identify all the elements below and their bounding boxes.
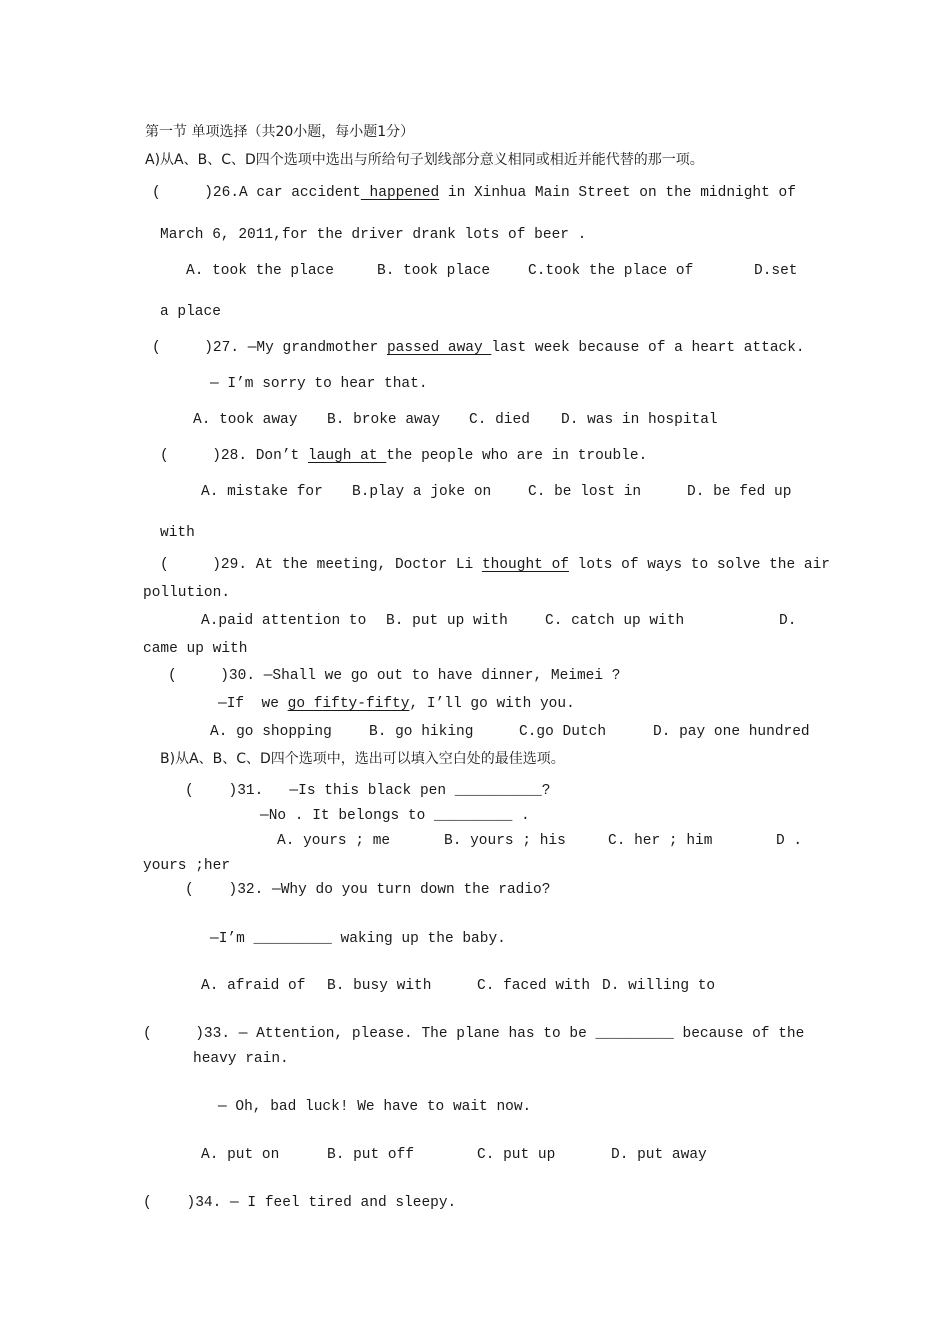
question-31-blank: __________ [454,783,542,799]
question-32-option-d: D. willing to [602,978,716,994]
question-28-option-b: B.play a joke on [352,484,492,500]
question-31-option-d: D . [776,833,803,849]
question-31-reply-start: —No . It belongs to [260,808,435,824]
question-30-option-a: A. go shopping [210,724,332,740]
question-33-option-c: C. put up [477,1147,556,1163]
question-30-reply-start: —If we [218,696,288,712]
question-31-reply-end: . [512,808,530,824]
question-28-option-a: A. mistake for [201,484,323,500]
question-26-option-d-wrap: a place [160,304,221,320]
question-28 [160,447,647,465]
question-28-option-d: D. be fed up [687,484,792,500]
question-29-line2: pollution. [143,585,231,601]
question-26-option-a: A. took the place [186,263,334,279]
section-heading: 第一节 单项选择（共20小题，每小题1分） [145,124,415,140]
question-31-option-c: C. her ; him [608,833,713,849]
question-30-option-c: C.go Dutch [519,724,607,740]
question-31 [185,782,550,800]
question-29-option-b: B. put up with [386,613,508,629]
question-33-line2: heavy rain. [193,1051,289,1067]
question-28-option-c: C. be lost in [528,484,642,500]
question-26-option-b: B. took place [377,263,491,279]
part-a-instructions: A)从A、B、C、D四个选项中选出与所给句子划线部分意义相同或相近并能代替的那一项。 [145,152,704,168]
question-33-option-b: B. put off [327,1147,415,1163]
question-30-reply-end: , I’ll go with you. [409,696,575,712]
question-34: ( )34. — I feel tired and sleepy. [143,1195,457,1211]
question-26-option-c: C.took the place of [528,263,694,279]
question-27-option-a: A. took away [193,412,298,428]
question-30: ( )30. —Shall we go out to have dinner, Meimei ? [168,668,621,684]
question-27-stem: ( )27. —My grandmother [152,340,387,356]
question-27-underlined: passed away [386,340,492,356]
question-31-blank-2: _________ [434,808,513,824]
question-28-underlined: laugh at [307,448,387,464]
question-29 [160,556,830,574]
question-31-option-b: B. yours ; his [444,833,566,849]
question-27-option-d: D. was in hospital [561,412,718,428]
question-31-option-d-wrap: yours ;her [143,858,231,874]
question-33-reply: — Oh, bad luck! We have to wait now. [218,1099,532,1115]
question-32-option-c: C. faced with [477,978,591,994]
question-27-reply: — I’m sorry to hear that. [210,376,428,392]
question-29-option-a: A.paid attention to [201,613,367,629]
question-31-stem-end: ? [541,783,551,799]
question-33-option-a: A. put on [201,1147,280,1163]
question-29-stem: ( )29. At the meeting, Doctor Li [160,557,482,573]
question-29-stem-end: lots of ways to solve the air [568,557,831,573]
question-32-option-b: B. busy with [327,978,432,994]
question-26 [152,184,796,202]
question-30-option-b: B. go hiking [369,724,474,740]
question-26-stem: ( )26.A car accident [152,185,361,201]
question-26-stem-end: in Xinhua Main Street on the midnight of [439,185,796,201]
question-28-stem: ( )28. Don’t [160,448,308,464]
question-27-stem-end: last week because of a heart attack. [491,340,805,356]
question-32-option-a: A. afraid of [201,978,306,994]
question-31-reply [260,807,530,825]
question-32-reply: —I’m _________ waking up the baby. [210,931,506,947]
question-33: ( )33. — Attention, please. The plane has to be _________ because of the [143,1026,805,1042]
question-30-option-d: D. pay one hundred [653,724,810,740]
question-28-stem-end: the people who are in trouble. [386,448,648,464]
question-31-option-a: A. yours ; me [277,833,391,849]
question-26-underlined: happened [360,185,440,201]
question-27-option-c: C. died [469,412,530,428]
question-26-option-d: D.set [754,263,798,279]
question-29-option-d-wrap: came up with [143,641,248,657]
question-33-option-d: D. put away [611,1147,707,1163]
question-27 [152,339,805,357]
part-b-instructions: B)从A、B、C、D四个选项中，选出可以填入空白处的最佳选项。 [160,751,565,767]
question-30-underlined: go fifty-fifty [287,696,410,712]
question-29-option-c: C. catch up with [545,613,685,629]
question-29-underlined: thought of [481,557,569,573]
question-29-option-d: D. [779,613,797,629]
question-31-stem: ( )31. —Is this black pen [185,783,455,799]
question-28-option-d-wrap: with [160,525,195,541]
question-30-reply [218,695,575,713]
question-26-line2: March 6, 2011,for the driver drank lots of beer . [160,227,587,243]
question-32: ( )32. —Why do you turn down the radio? [185,882,551,898]
question-27-option-b: B. broke away [327,412,441,428]
